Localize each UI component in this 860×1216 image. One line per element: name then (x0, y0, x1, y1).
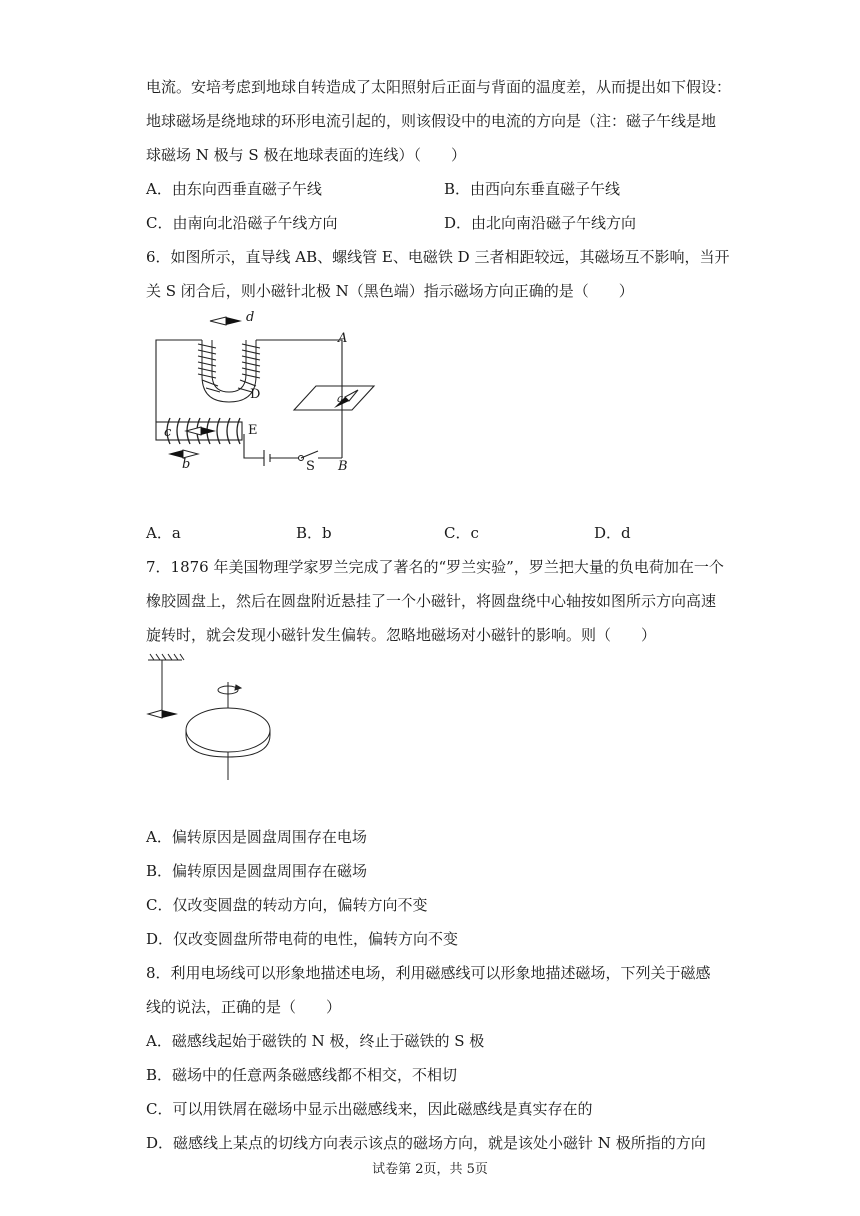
q8-option-a[interactable]: A．磁感线起始于磁铁的 N 极，终止于磁铁的 S 极 (146, 1032, 485, 1050)
q5-option-a[interactable]: A．由东向西垂直磁子午线 (146, 180, 322, 198)
q8-option-d[interactable]: D．磁感线上某点的切线方向表示该点的磁场方向，就是该处小磁针 N 极所指的方向 (146, 1134, 706, 1152)
q7-line-3: 旋转时，就会发现小磁针发生偏转。忽略地磁场对小磁针的影响。则（ ） (146, 626, 657, 644)
label-B: B (338, 459, 348, 474)
q6-option-d[interactable]: D．d (594, 524, 631, 542)
label-d: d (246, 310, 255, 325)
label-S: S (306, 459, 315, 474)
circuit-figure (146, 310, 376, 475)
q6-option-b[interactable]: B．b (296, 524, 332, 542)
hanging-compass (148, 710, 178, 718)
q5-line-2: 地球磁场是绕地球的环形电流引起的，则该假设中的电流的方向是（注：磁子午线是地 (146, 112, 717, 130)
compass-c (186, 427, 216, 435)
q5-line-3: 球磁场 N 极与 S 极在地球表面的连线）（ ） (146, 146, 466, 164)
q6-line-2: 关 S 闭合后，则小磁针北极 N（黑色端）指示磁场方向正确的是（ ） (146, 282, 634, 300)
q5-line-1: 电流。安培考虑到地球自转造成了太阳照射后正面与背面的温度差，从而提出如下假设： (146, 78, 732, 96)
label-E: E (248, 423, 258, 438)
label-c: c (164, 425, 172, 440)
q6-option-c[interactable]: C．c (444, 524, 479, 542)
q8-line-2: 线的说法，正确的是（ ） (146, 998, 342, 1016)
page-footer: 试卷第 2页，共 5页 (372, 1162, 488, 1177)
compass-d (210, 317, 242, 325)
label-b: b (182, 457, 191, 472)
q7-option-a[interactable]: A．偏转原因是圆盘周围存在电场 (146, 828, 367, 846)
q5-option-b[interactable]: B．由西向东垂直磁子午线 (444, 180, 621, 198)
label-D: D (250, 387, 261, 402)
q7-line-1: 7．1876 年美国物理学家罗兰完成了著名的“罗兰实验”，罗兰把大量的负电荷加在一个 (146, 558, 724, 576)
label-A: A (338, 331, 348, 346)
q8-option-c[interactable]: C．可以用铁屑在磁场中显示出磁感线来，因此磁感线是真实存在的 (146, 1100, 593, 1118)
q5-option-c[interactable]: C．由南向北沿磁子午线方向 (146, 214, 338, 232)
label-a: a (337, 392, 344, 405)
q6-line-1: 6．如图所示，直导线 AB、螺线管 E、电磁铁 D 三者相距较远，其磁场互不影响，当开 (146, 248, 730, 266)
rotating-disk-figure (146, 652, 276, 784)
q5-option-d[interactable]: D．由北向南沿磁子午线方向 (444, 214, 637, 232)
q8-line-1: 8．利用电场线可以形象地描述电场，利用磁感线可以形象地描述磁场，下列关于磁感 (146, 964, 711, 982)
q7-option-c[interactable]: C．仅改变圆盘的转动方向，偏转方向不变 (146, 896, 428, 914)
q7-option-d[interactable]: D．仅改变圆盘所带电荷的电性，偏转方向不变 (146, 930, 459, 948)
q7-option-b[interactable]: B．偏转原因是圆盘周围存在磁场 (146, 862, 368, 880)
q6-option-a[interactable]: A．a (146, 524, 181, 542)
q8-option-b[interactable]: B．磁场中的任意两条磁感线都不相交，不相切 (146, 1066, 458, 1084)
q7-line-2: 橡胶圆盘上，然后在圆盘附近悬挂了一个小磁针，将圆盘绕中心轴按如图所示方向高速 (146, 592, 717, 610)
